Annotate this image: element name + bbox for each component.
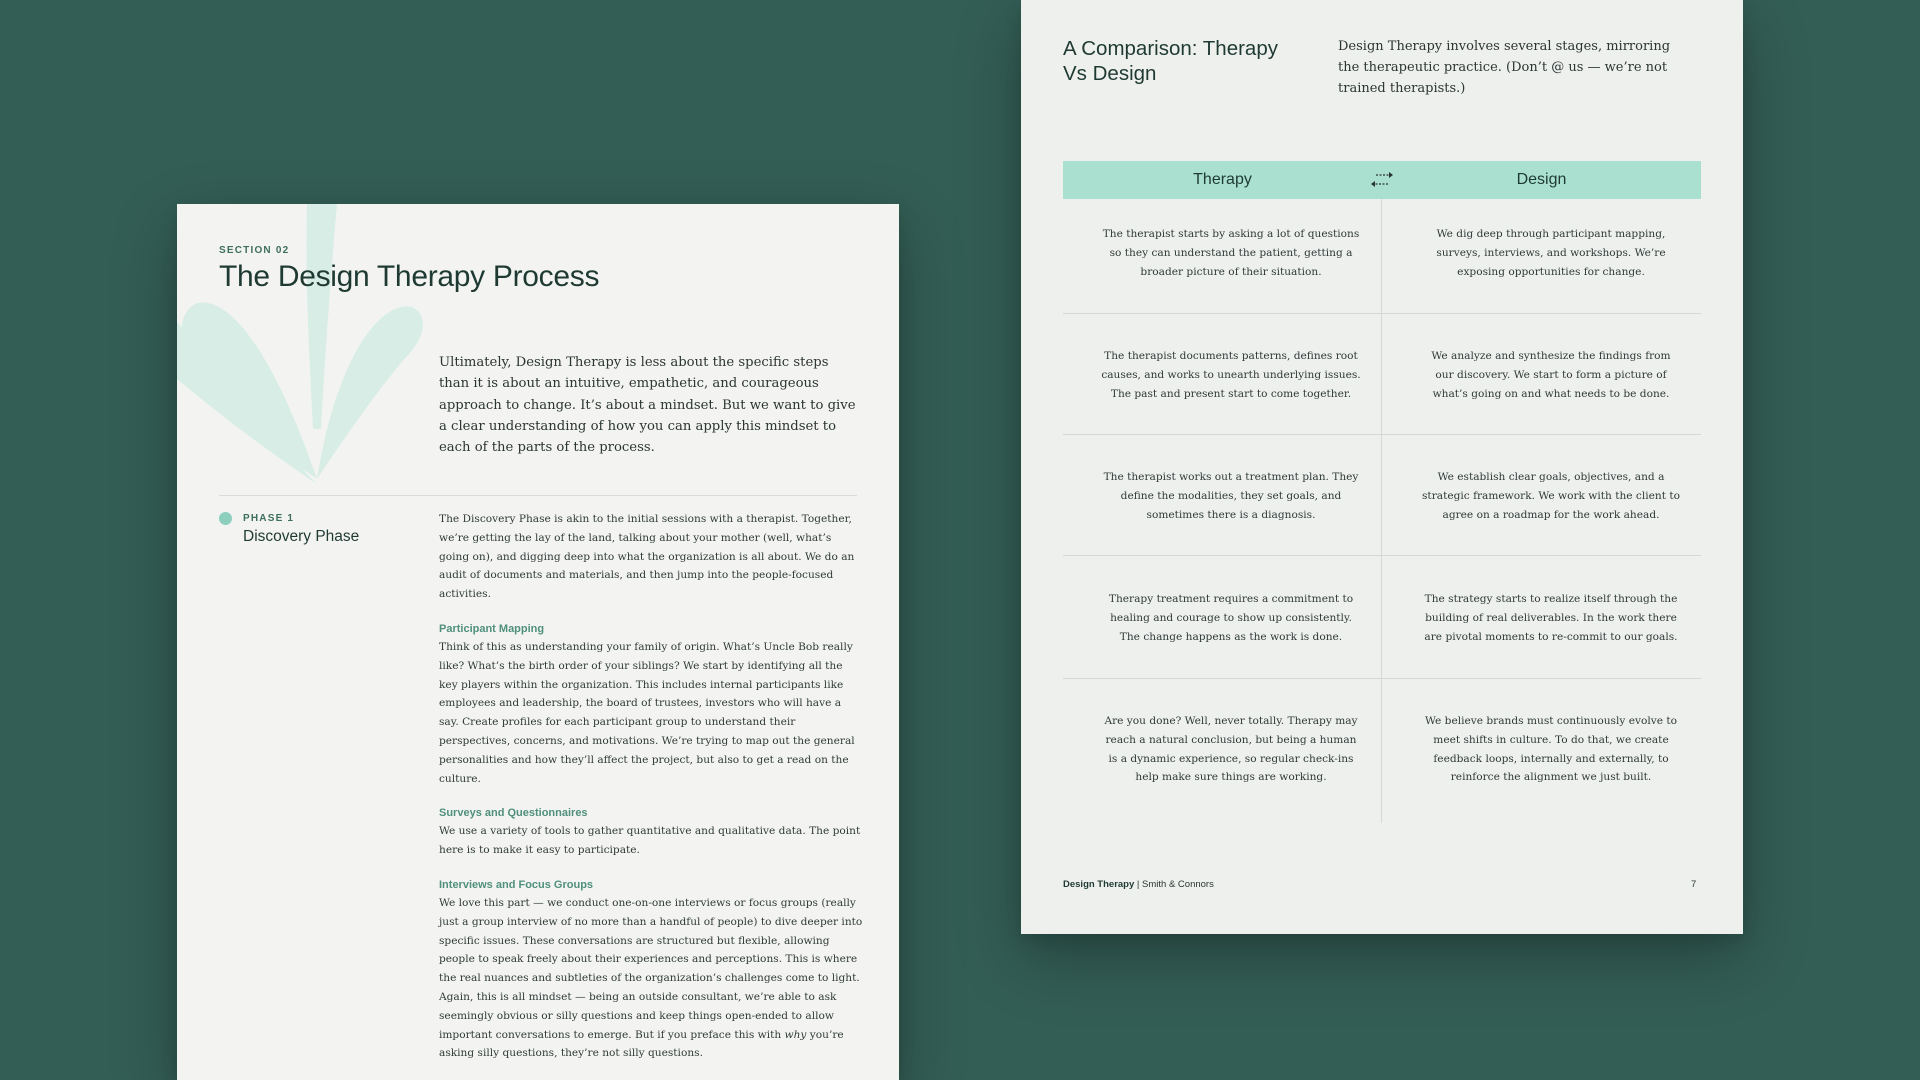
- therapy-cell: Therapy treatment requires a commitment to healing and courage to show up consistently. The change happens as the work is done.: [1108, 593, 1354, 643]
- design-cell: We dig deep through participant mapping, surveys, interviews, and workshops. We’re exposing opportunities for change.: [1436, 228, 1666, 278]
- row-divider: [1063, 313, 1701, 314]
- therapy-cell: Are you done? Well, never totally. Therapy may reach a natural conclusion, but being a human is a dynamic experience, so regular check-ins help make sure things are working.: [1104, 715, 1358, 784]
- design-cell: We analyze and synthesize the findings from our discovery. We start to form a picture of what’s going on and what needs to be done.: [1431, 350, 1671, 400]
- subsection-text: [439, 894, 864, 1063]
- comparison-title: A Comparison: Therapy Vs Design: [1063, 37, 1278, 85]
- therapy-cell: The therapist documents patterns, defines root causes, and works to unearth underlying issues. The past and present start to come together.: [1101, 350, 1361, 400]
- subsection-text-part: We love this part — we conduct one-on-one interviews or focus groups (really just a group interview of no more than a handful of people) to dive deeper into specific issues. These conversations are structured but flexible, allowing people to speak freely about their experiences and perceptions. This is where the real nuances and subtleties of the organization’s challenges come to light. Again, this is all mindset — being an outside consultant, we’re able to ask seemingly obvious or silly questions and keep things open-ended to allow important conversations to emerge. But if you preface this with: [439, 896, 863, 1041]
- footer-authors: Smith & Connors: [1142, 879, 1214, 890]
- phase-name: Discovery Phase: [243, 528, 360, 545]
- comparison-description: Design Therapy involves several stages, mirroring the therapeutic practice. (Don’t @ us — we’re not trained therapists.): [1338, 39, 1671, 96]
- discovery-body: [439, 510, 864, 1079]
- footer-brand-name: Design Therapy: [1063, 879, 1135, 890]
- design-cell: The strategy starts to realize itself through the building of real deliverables. In the work there are pivotal moments to re-commit to our goals.: [1424, 593, 1678, 643]
- emphasis-word: why: [784, 1028, 807, 1041]
- subsection-text: Think of this as understanding your family of origin. What’s Uncle Bob really like? What’s the birth order of your siblings? We start by identifying all the key players within the organization. This includes internal participants like employees and leadership, the board of trustees, investors who will have a say. Create profiles for each participant group to understand their perspectives, concerns, and motivations. We’re trying to map out the general personalities and how they’ll affect the project, but also to get a read on the culture.: [439, 640, 855, 785]
- swap-arrows-icon: [1368, 171, 1396, 189]
- design-cell: We establish clear goals, objectives, and a strategic framework. We work with the client to agree on a roadmap for the work ahead.: [1422, 471, 1680, 521]
- subsection-heading: Surveys and Questionnaires: [439, 807, 588, 820]
- intro-paragraph: Ultimately, Design Therapy is less about the specific steps than it is about an intuitive, empathetic, and courageous approach to change. It’s about a mindset. But we want to give a clear understanding of how you can apply this mindset to each of the parts of the process.: [439, 355, 856, 456]
- footer-separator: |: [1134, 879, 1143, 890]
- left-page: [177, 204, 899, 1080]
- row-divider: [1063, 555, 1701, 556]
- row-divider: [1063, 678, 1701, 679]
- page-number: 7: [1691, 879, 1697, 890]
- right-page: [1021, 0, 1743, 934]
- subsection-heading: Participant Mapping: [439, 622, 545, 635]
- phase-intro-text: The Discovery Phase is akin to the initial sessions with a therapist. Together, we’re getting the lay of the land, talking about your mother (well, what’s going on), and digging deep into what the organization is all about. We do an audit of documents and materials, and then jump into the people-focused activities.: [439, 513, 855, 601]
- column-divider: [1381, 199, 1382, 823]
- footer-brand: [1063, 879, 1214, 890]
- phase-dot-icon: [219, 512, 232, 525]
- divider: [219, 495, 857, 496]
- column-header-therapy: Therapy: [1193, 171, 1252, 188]
- design-cell: We believe brands must continuously evolve to meet shifts in culture. To do that, we create feedback loops, internally and externally, to reinforce the alignment we just built.: [1425, 715, 1677, 784]
- subsection-text: We use a variety of tools to gather quantitative and qualitative data. The point here is to make it easy to participate.: [439, 825, 861, 857]
- subsection-heading: Interviews and Focus Groups: [439, 878, 594, 891]
- section-label: SECTION 02: [219, 245, 290, 256]
- comparison-table-header: [1063, 161, 1701, 199]
- phase-label: PHASE 1: [243, 513, 295, 524]
- page-title: The Design Therapy Process: [219, 260, 600, 293]
- therapy-cell: The therapist starts by asking a lot of questions so they can understand the patient, getting a broader picture of their situation.: [1102, 228, 1360, 278]
- subsection-text-part: you’re asking silly questions, they’re not silly questions.: [439, 1028, 844, 1060]
- therapy-cell: The therapist works out a treatment plan. They define the modalities, they set goals, and sometimes there is a diagnosis.: [1103, 471, 1359, 521]
- column-header-design: Design: [1516, 171, 1567, 188]
- row-divider: [1063, 434, 1701, 435]
